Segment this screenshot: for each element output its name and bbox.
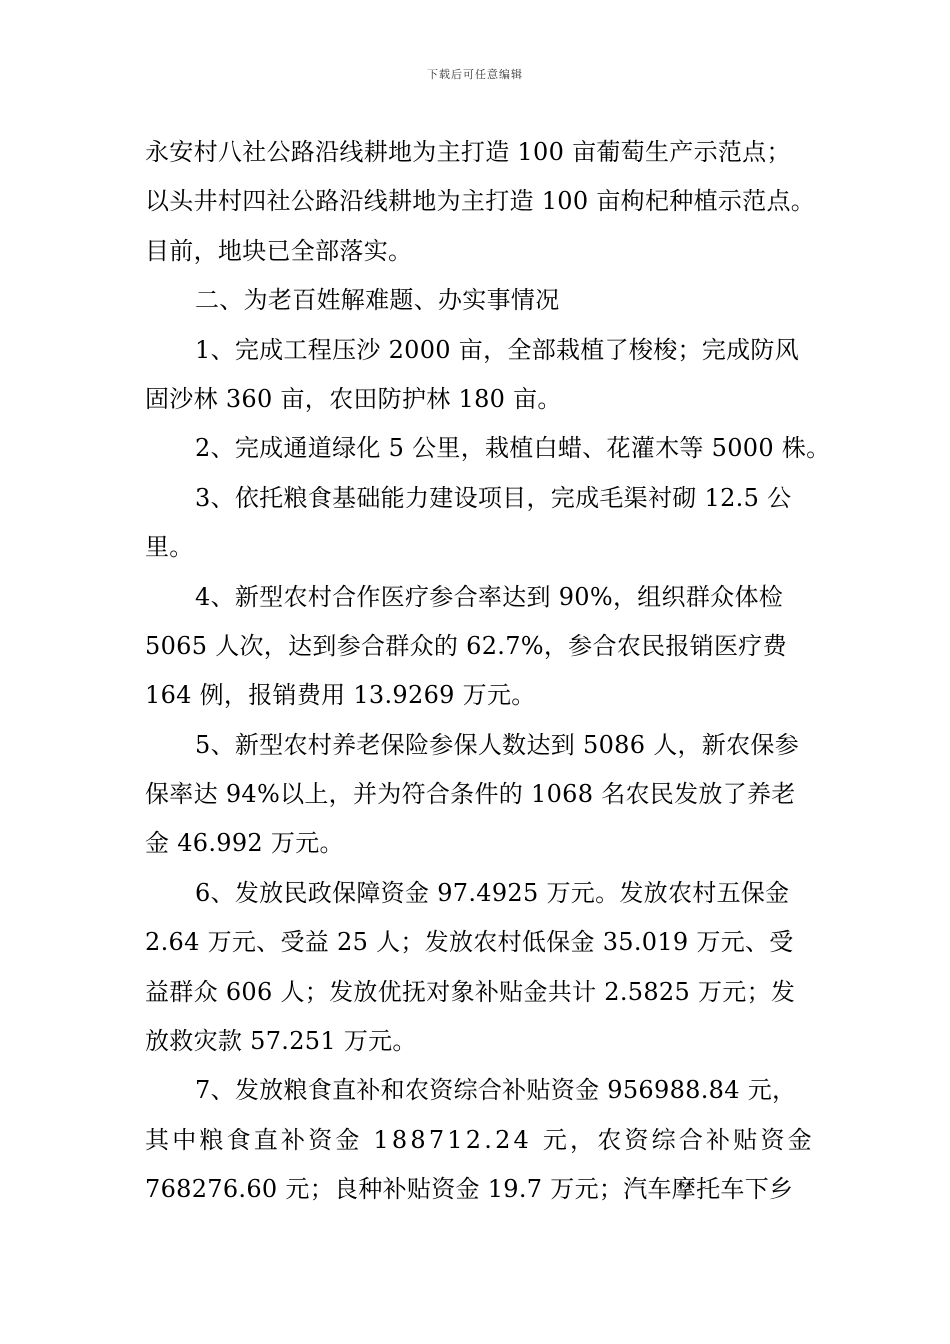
text-line: 5065 人次，达到参合群众的 62.7%，参合农民报销医疗费 xyxy=(145,631,787,660)
text-line: 以头井村四社公路沿线耕地为主打造 100 亩枸杞种植示范点。 xyxy=(145,187,816,216)
text-line: 5、新型农村养老保险参保人数达到 5086 人，新农保参 xyxy=(195,730,800,759)
text-line: 1、完成工程压沙 2000 亩，全部栽植了梭梭；完成防风 xyxy=(195,335,800,364)
text-line: 2、完成通道绿化 5 公里，栽植白蜡、花灌木等 5000 株。 xyxy=(195,434,831,463)
text-line: 保率达 94%以上，并为符合条件的 1068 名农民发放了养老 xyxy=(145,780,796,809)
text-line: 4、新型农村合作医疗参合率达到 90%，组织群众体检 xyxy=(195,582,784,611)
text-line: 放救灾款 57.251 万元。 xyxy=(145,1027,417,1056)
text-line: 目前，地块已全部落实。 xyxy=(145,236,413,265)
text-line: 7、发放粮食直补和农资综合补贴资金 956988.84 元， xyxy=(195,1076,797,1105)
text-line: 2.64 万元、受益 25 人；发放农村低保金 35.019 万元、受 xyxy=(145,928,794,957)
text-line: 益群众 606 人；发放优抚对象补贴金共计 2.5825 万元；发 xyxy=(145,977,796,1006)
text-line: 固沙林 360 亩，农田防护林 180 亩。 xyxy=(145,384,562,413)
text-line: 3、依托粮食基础能力建设项目，完成毛渠衬砌 12.5 公 xyxy=(195,483,792,512)
document-body xyxy=(145,128,831,1215)
section-heading: 二、为老百姓解难题、办实事情况 xyxy=(195,286,560,315)
text-line: 永安村八社公路沿线耕地为主打造 100 亩葡萄生产示范点； xyxy=(145,138,791,166)
text-line: 768276.60 元；良种补贴资金 19.7 万元；汽车摩托车下乡 xyxy=(145,1175,794,1204)
page-header-note: 下载后可任意编辑 xyxy=(427,68,523,81)
text-line: 金 46.992 万元。 xyxy=(145,829,344,858)
text-line: 里。 xyxy=(145,533,194,562)
text-line: 其中粮食直补资金 188712.24 元，农资综合补贴资金 xyxy=(145,1125,815,1154)
text-line: 6、发放民政保障资金 97.4925 万元。发放农村五保金 xyxy=(195,878,790,907)
text-line: 164 例，报销费用 13.9269 万元。 xyxy=(145,681,536,710)
